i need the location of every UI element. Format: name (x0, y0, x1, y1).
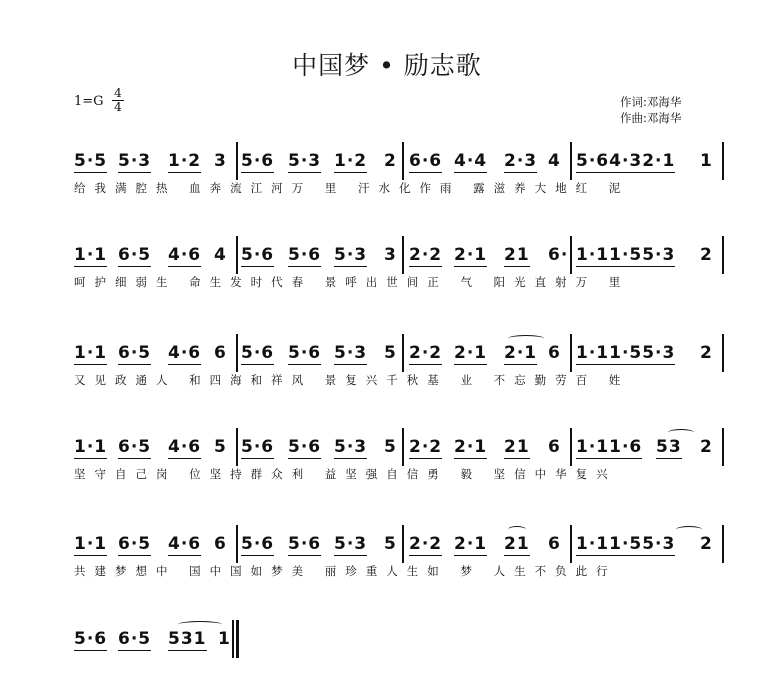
lyrics-line: 坚守自己岗 位坚持群众利 益坚强自信勇 毅 坚信中华复兴 (74, 467, 617, 481)
note-group: 1·11·55·3 (576, 343, 676, 363)
lyrics-line: 共建梦想中 国中国如梦美 丽珍重人生如 梦 人生不负此行 (74, 564, 617, 578)
bar-line (402, 525, 404, 563)
note-group: 2·1 (454, 343, 488, 363)
note-group: 6 (214, 343, 227, 363)
note-group: 2·2 (409, 534, 443, 554)
note-group: 3 (214, 151, 227, 171)
note-group: 6·5 (118, 534, 152, 554)
note-group: 2 (384, 151, 397, 171)
note-group: 5·3 (334, 534, 368, 554)
slur (508, 526, 526, 533)
bar-line (570, 525, 572, 563)
note-group: 4·4 (454, 151, 488, 171)
note-group: 5·6 (288, 534, 322, 554)
score-line (0, 150, 774, 210)
note-group: 5·3 (334, 245, 368, 265)
note-group: 21 (504, 534, 530, 554)
note-group: 5·3 (334, 343, 368, 363)
lyrics-line: 给我满腔热 血奔流江河万 里 汗水化作雨 露滋养大地红 泥 (74, 181, 630, 195)
note-group: 2·1 (504, 343, 538, 363)
score-line (0, 436, 774, 496)
meter-bottom: 4 (114, 100, 122, 114)
note-group: 4 (214, 245, 227, 265)
note-group: 5·6 (241, 151, 275, 171)
slur (508, 335, 544, 342)
note-group: 1·11·6 (576, 437, 643, 457)
note-group: 5·6 (288, 437, 322, 457)
bar-line (402, 142, 404, 180)
note-group: 3 (384, 245, 397, 265)
time-signature (112, 87, 124, 114)
note-group: 1·11·55·3 (576, 534, 676, 554)
lyrics-line: 又见政通人 和四海和祥风 景复兴千秋基 业 不忘勤劳百 姓 (74, 373, 630, 387)
note-group: 2 (700, 343, 713, 363)
credits (620, 94, 681, 126)
score-line (0, 533, 774, 593)
note-group: 21 (504, 245, 530, 265)
meter-top: 4 (112, 87, 124, 101)
note-group: 1·1 (74, 534, 108, 554)
bar-line (236, 525, 238, 563)
composer: 作曲:邓海华 (620, 111, 682, 125)
slur (668, 429, 694, 436)
note-group: 5·6 (74, 629, 108, 649)
note-group: 1·1 (74, 245, 108, 265)
key-signature: 1=G (74, 94, 104, 109)
note-group: 5·5 (74, 151, 108, 171)
note-group: 4·6 (168, 534, 202, 554)
bar-line (402, 428, 404, 466)
note-group: 5·6 (241, 534, 275, 554)
bar-line (570, 142, 572, 180)
note-group: 5 (214, 437, 227, 457)
note-group: 6·5 (118, 437, 152, 457)
score-line (0, 628, 774, 688)
note-group: 5·6 (241, 437, 275, 457)
note-group: 1·1 (74, 437, 108, 457)
note-group: 21 (504, 437, 530, 457)
bar-line (402, 236, 404, 274)
note-group: 5·3 (334, 437, 368, 457)
bar-line (722, 236, 724, 274)
note-group: 2 (700, 437, 713, 457)
bar-line (570, 428, 572, 466)
note-group: 2 (700, 245, 713, 265)
note-group: 2·1 (454, 245, 488, 265)
note-group: 1·2 (168, 151, 202, 171)
note-group: 6 (548, 343, 561, 363)
bar-line (722, 142, 724, 180)
note-group: 53 (656, 437, 682, 457)
note-group: 5·64·32·1 (576, 151, 676, 171)
bar-line (722, 334, 724, 372)
note-group: 1 (218, 629, 231, 649)
bar-line (236, 236, 238, 274)
note-group: 5·6 (288, 343, 322, 363)
note-group: 1·1 (74, 343, 108, 363)
note-group: 5·6 (288, 245, 322, 265)
note-group: 1 (700, 151, 713, 171)
note-group: 2·2 (409, 343, 443, 363)
bar-line (722, 525, 724, 563)
note-group: 2·2 (409, 437, 443, 457)
note-group: 2 (700, 534, 713, 554)
bar-line (570, 236, 572, 274)
note-group: 6 (548, 437, 561, 457)
note-group: 6·5 (118, 245, 152, 265)
score-line (0, 244, 774, 304)
lyrics-line: 呵护细弱生 命生发时代春 景呼出世间正 气 阳光直射万 里 (74, 275, 630, 289)
bar-line (236, 334, 238, 372)
bar-line (570, 334, 572, 372)
note-group: 1·2 (334, 151, 368, 171)
bar-line (722, 428, 724, 466)
note-group: 5·6 (241, 343, 275, 363)
score-line (0, 342, 774, 402)
note-group: 1·11·55·3 (576, 245, 676, 265)
note-group: 6·6 (409, 151, 443, 171)
note-group: 6 (548, 534, 561, 554)
note-group: 4·6 (168, 437, 202, 457)
final-bar-line (236, 620, 239, 658)
bar-line (232, 620, 234, 658)
note-group: 2·1 (454, 437, 488, 457)
note-group: 2·2 (409, 245, 443, 265)
slur (178, 621, 222, 628)
note-group: 2·3 (504, 151, 538, 171)
note-group: 531 (168, 629, 207, 649)
bar-line (402, 334, 404, 372)
note-group: 6·5 (118, 629, 152, 649)
note-group: 2·1 (454, 534, 488, 554)
note-group: 5·6 (241, 245, 275, 265)
lyricist: 作词:邓海华 (620, 95, 682, 109)
note-group: 5 (384, 343, 397, 363)
note-group: 5·3 (288, 151, 322, 171)
bar-line (236, 142, 238, 180)
note-group: 6· (548, 245, 569, 265)
note-group: 5 (384, 534, 397, 554)
note-group: 5·3 (118, 151, 152, 171)
song-title: 中国梦 • 励志歌 (292, 51, 482, 80)
note-group: 4·6 (168, 343, 202, 363)
note-group: 4 (548, 151, 561, 171)
note-group: 5 (384, 437, 397, 457)
note-group: 6 (214, 534, 227, 554)
note-group: 6·5 (118, 343, 152, 363)
bar-line (236, 428, 238, 466)
note-group: 4·6 (168, 245, 202, 265)
slur (676, 526, 702, 533)
